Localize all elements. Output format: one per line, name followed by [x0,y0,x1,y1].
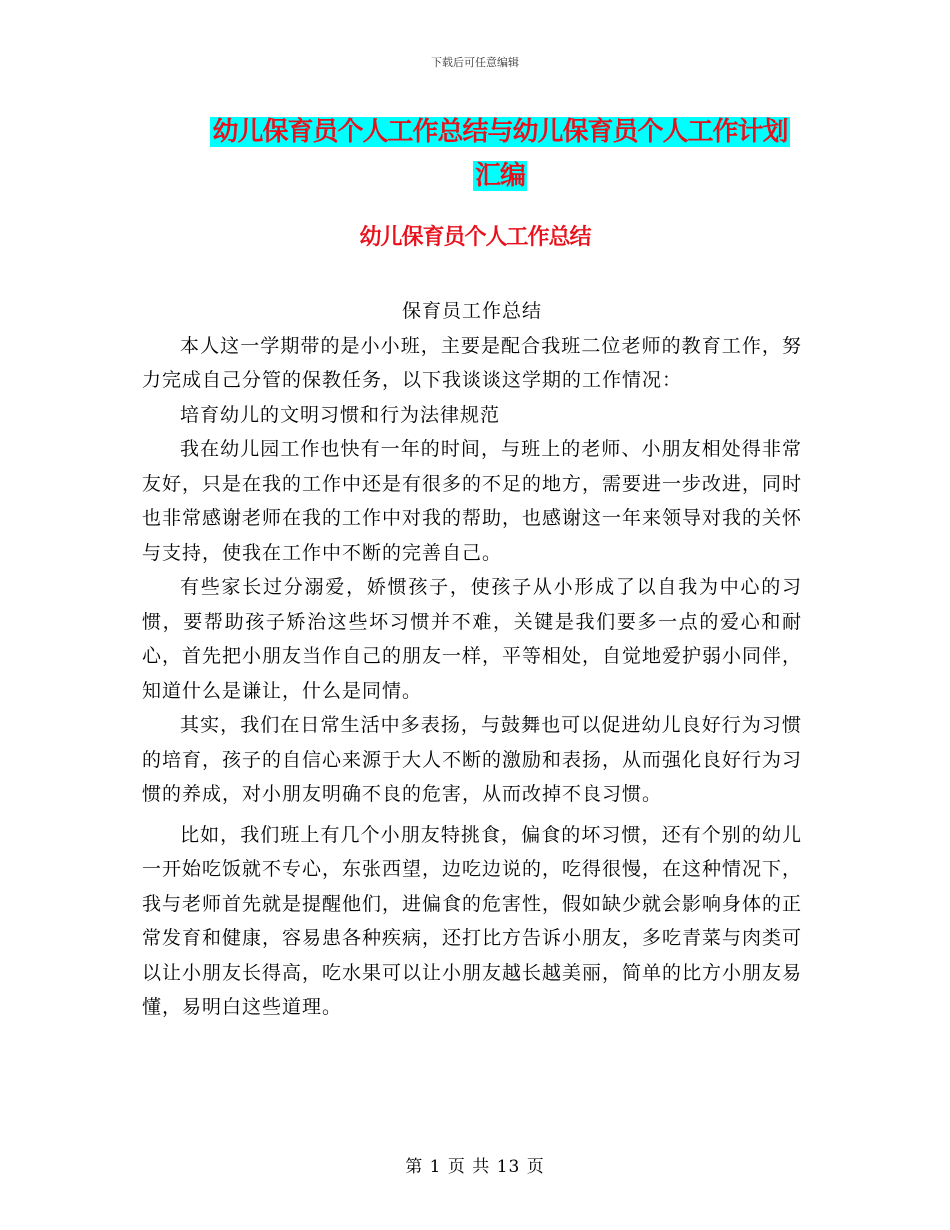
paragraph: 其实，我们在日常生活中多表扬，与鼓舞也可以促进幼儿良好行为习惯的培育，孩子的自信心来源于大人不断的激励和表扬，从而强化良好行为习惯的养成，对小朋友明确不良的危害，从而改掉不良习惯。 [142,714,803,805]
paragraph: 我在幼儿园工作也快有一年的时间，与班上的老师、小朋友相处得非常友好，只是在我的工作中还是有很多的不足的地方，需要进一步改进，同时也非常感谢老师在我的工作中对我的帮助，也感谢这一年来领导对我的关怀与支持，使我在工作中不断的完善自己。 [142,438,803,564]
title-line-2: 汇编 [474,161,525,191]
paragraph: 本人这一学期带的是小小班，主要是配合我班二位老师的教育工作，努力完成自己分管的保教任务，以下我谈谈这学期的工作情况： [142,334,802,391]
paragraph: 比如，我们班上有几个小朋友特挑食，偏食的坏习惯，还有个别的幼儿一开始吃饭就不专心，东张西望，边吃边说的，吃得很慢，在这种情况下，我与老师首先就是提醒他们，进偏食的危害性，假如缺少就会影响身体的正常发育和健康，容易患各种疾病，还打比方告诉小朋友，多吃青菜与肉类可以让小朋友长得高，吃水果可以让小朋友越长越美丽，简单的比方小朋友易懂，易明白这些道理。 [142,823,803,1018]
paragraph-heading: 培育幼儿的文明习惯和行为法律规范 [180,403,501,426]
document-title [180,110,820,198]
header-note: 下载后可任意编辑 [431,56,519,69]
section-title: 幼儿保育员个人工作总结 [359,225,591,250]
title-line-1: 幼儿保育员个人工作总结与幼儿保育员个人工作计划 [212,117,788,147]
page-footer: 第 1 页 共 13 页 [405,1157,545,1177]
paragraph: 有些家长过分溺爱，娇惯孩子，使孩子从小形成了以自我为中心的习惯，要帮助孩子矫治这些坏习惯并不难，关键是我们要多一点的爱心和耐心，首先把小朋友当作自己的朋友一样，平等相处，自觉地爱护弱小同伴，知道什么是谦让，什么是同情。 [142,576,803,702]
document-body [142,294,802,1025]
subtitle: 保育员工作总结 [401,300,542,322]
